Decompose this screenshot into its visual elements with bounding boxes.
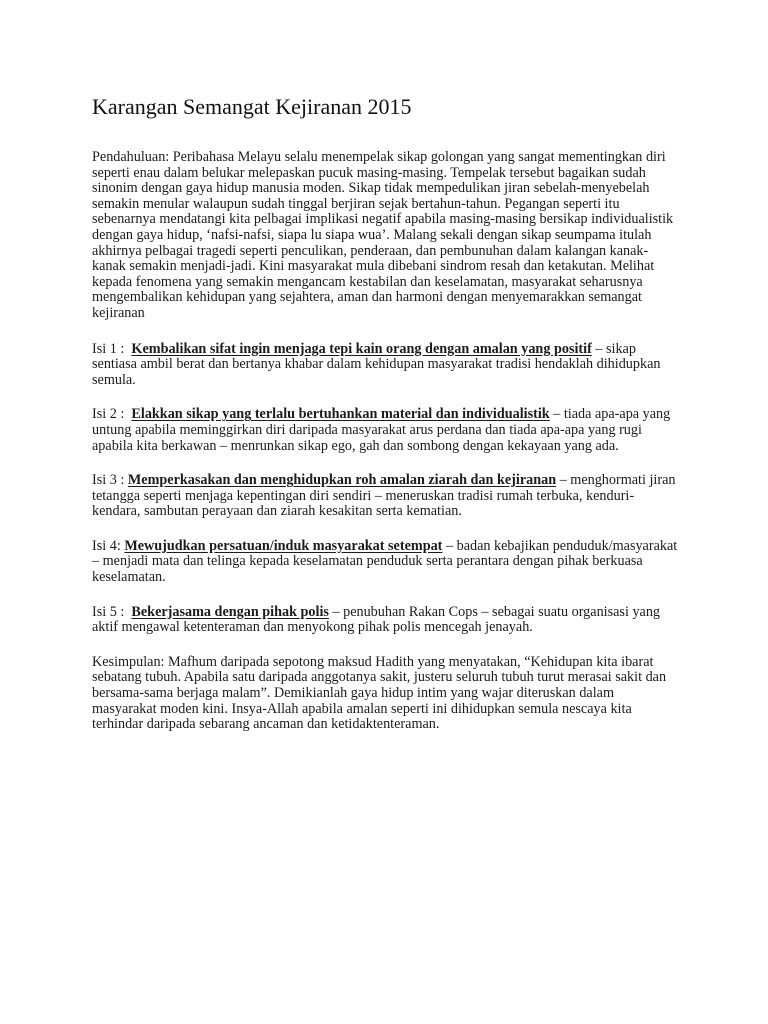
point-body: – tiada apa-apa yang untung apabila meminggirkan diri daripada masyarakat arus perdana dan tiada apa-apa yang rugi apabila kita berkawan – menrunkan sikap ego, gah dan sombong dengan kekayaan yang ada. [92,406,671,454]
point-heading: Memperkasakan dan menghidupkan roh amalan ziarah dan kejiranan [127,472,557,489]
conclusion-paragraph: Kesimpulan: Mafhum daripada sepotong maksud Hadith yang menyatakan, “Kehidupan kita ibarat sebatang tubuh. Apabila satu daripada anggotanya sakit, justeru seluruh tubuh turut merasai sakit dan bersama-sama berjaga malam”. Demikianlah gaya hidup intim yang wajar diteruskan dalam masyarakat moden kini. Insya-Allah apabila amalan seperti ini dihidupkan semula nescaya kita terhindar daripada sebarang ancaman dan ketidaktenteraman. [92,653,667,733]
point-body: – badan kebajikan penduduk/masyarakat – menjadi mata dan telinga kepada keselamatan penduduk serta perantara dengan pihak berkuasa keselamatan. [92,537,678,586]
point-paragraph-2 [92,407,680,454]
point-body: – menghormati jiran tetangga seperti menjaga kepentingan diri sendiri – meneruskan tradisi rumah terbuka, kenduri-kendara, sambutan perayaan dan ziarah kesakitan serta kematian. [92,472,676,520]
document-page [92,92,680,752]
point-body: – sikap sentiasa ambil berat dan bertanya khabar dalam kehidupan masyarakat tradisi hendaklah dihidupkan semula. [92,340,661,388]
point-label: Isi 5 : [92,603,125,620]
point-heading: Elakkan sikap yang terlalu bertuhankan material dan individualistik [131,406,550,423]
point-label: Isi 1 : [92,340,125,357]
introduction-paragraph: Pendahuluan: Peribahasa Melayu selalu menempelak sikap golongan yang sangat mementingkan diri seperti enau dalam belukar melepaskan pucuk masing-masing. Tempelak tersebut bagaikan sudah sinonim dengan gaya hidup manusia moden. Sikap tidak mempedulikan jiran sebelah-menyebelah semakin menular walaupun sudah tinggal berjiran sejak bertahun-tahun. Pegangan seperti itu sebenarnya mendatangi kita pelbagai implikasi negatif apabila masing-masing bersikap individualistik dengan gaya hidup, ‘nafsi-nafsi, siapa lu siapa wua’. Malang sekali dengan sikap seumpama itulah akhirnya pelbagai tragedi seperti penculikan, penderaan, dan pembunuhan dalam kalangan kanak-kanak semakin menjadi-jadi. Kini masyarakat mula dibebani sindrom resah dan ketakutan. Melihat kepada fenomena yang semakin mengancam kestabilan dan keselamatan, masyarakat seharusnya mengembalikan kehidupan yang sejahtera, aman dan harmoni dengan menyemarakkan semangat kejiranan [92,149,674,321]
point-heading: Bekerjasama dengan pihak polis [131,603,329,620]
point-heading: Kembalikan sifat ingin menjaga tepi kain orang dengan amalan yang positif [131,340,592,357]
point-paragraph-5 [92,605,680,636]
point-heading: Mewujudkan persatuan/induk masyarakat setempat [124,537,443,554]
document-title: Karangan Semangat Kejiranan 2015 [92,94,412,119]
point-body: – penubuhan Rakan Cops – sebagai suatu organisasi yang aktif mengawal ketenteraman dan menyokong pihak polis mencegah jenayah. [92,603,661,636]
point-paragraph-3 [92,473,680,520]
point-label: Isi 3 : [92,472,125,489]
point-paragraph-4 [92,539,680,586]
point-paragraph-1 [92,342,680,389]
point-label: Isi 2 : [92,406,125,423]
point-label: Isi 4: [92,537,121,554]
